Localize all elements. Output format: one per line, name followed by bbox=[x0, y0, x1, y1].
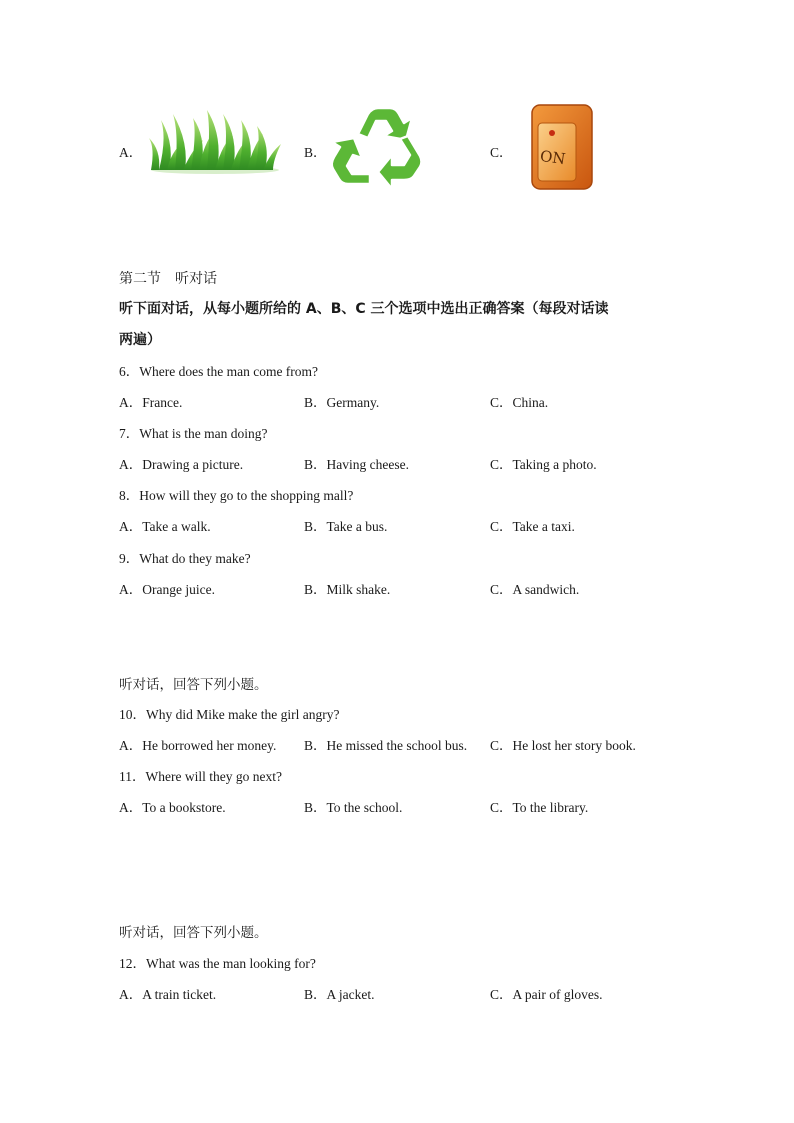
question-8: 8．How will they go to the shopping mall? bbox=[119, 488, 354, 503]
question-12-option-b[interactable]: B．A jacket. bbox=[304, 987, 375, 1002]
question-7-option-b[interactable]: B．Having cheese. bbox=[304, 457, 409, 472]
question-12-option-a[interactable]: A．A train ticket. bbox=[119, 987, 217, 1002]
question-12-option-c[interactable]: C．A pair of gloves. bbox=[490, 987, 603, 1002]
question-10: 10．Why did Mike make the girl angry? bbox=[119, 707, 340, 722]
question-9-option-a[interactable]: A．Orange juice. bbox=[119, 582, 215, 597]
grass-icon bbox=[145, 108, 285, 176]
section-instruction-line2: 两遍） bbox=[119, 332, 161, 348]
section-title: 第二节 听对话 bbox=[119, 271, 217, 287]
question-6-option-c[interactable]: C．China. bbox=[490, 395, 549, 410]
on-switch-icon bbox=[530, 103, 596, 193]
question-6-option-a[interactable]: A．France. bbox=[119, 395, 183, 410]
picture-option-c-label: C． bbox=[490, 145, 513, 160]
question-6: 6．Where does the man come from? bbox=[119, 364, 319, 379]
question-10-option-a[interactable]: A．He borrowed her money. bbox=[119, 738, 277, 753]
question-11-option-a[interactable]: A．To a bookstore. bbox=[119, 800, 226, 815]
picture-option-a-label: A． bbox=[119, 145, 143, 160]
question-10-option-b[interactable]: B．He missed the school bus. bbox=[304, 738, 468, 753]
question-10-option-c[interactable]: C．He lost her story book. bbox=[490, 738, 636, 753]
question-11-option-b[interactable]: B．To the school. bbox=[304, 800, 403, 815]
question-9-option-c[interactable]: C．A sandwich. bbox=[490, 582, 580, 597]
section-instruction-line1: 听下面对话，从每小题所给的 A、B、C 三个选项中选出正确答案（每段对话读 bbox=[119, 301, 609, 317]
question-6-option-b[interactable]: B．Germany. bbox=[304, 395, 380, 410]
question-11: 11．Where will they go next? bbox=[119, 769, 282, 784]
question-7: 7．What is the man doing? bbox=[119, 426, 268, 441]
question-12: 12．What was the man looking for? bbox=[119, 956, 316, 971]
question-11-option-c[interactable]: C．To the library. bbox=[490, 800, 589, 815]
switch-on-text: ON bbox=[538, 146, 567, 169]
question-7-option-c[interactable]: C．Taking a photo. bbox=[490, 457, 597, 472]
picture-option-b-label: B． bbox=[304, 145, 327, 160]
group-3-intro: 听对话，回答下列小题。 bbox=[119, 925, 268, 941]
question-9: 9．What do they make? bbox=[119, 551, 251, 566]
recycle-icon bbox=[328, 100, 426, 190]
question-9-option-b[interactable]: B．Milk shake. bbox=[304, 582, 391, 597]
question-8-option-c[interactable]: C．Take a taxi. bbox=[490, 519, 575, 534]
question-8-option-a[interactable]: A．Take a walk. bbox=[119, 519, 211, 534]
question-7-option-a[interactable]: A．Drawing a picture. bbox=[119, 457, 244, 472]
question-8-option-b[interactable]: B．Take a bus. bbox=[304, 519, 388, 534]
group-2-intro: 听对话，回答下列小题。 bbox=[119, 677, 268, 693]
